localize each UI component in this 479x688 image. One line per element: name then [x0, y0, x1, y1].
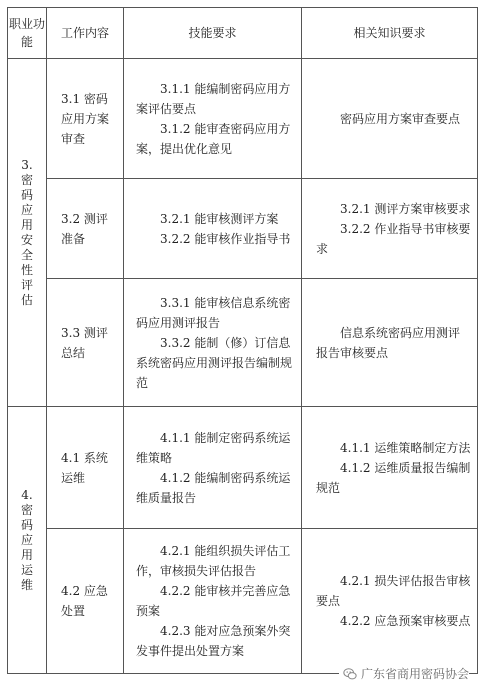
knowledge-item: 3.2.1 测评方案审核要求: [340, 201, 471, 216]
work-content-cell: 4.2 应急处置: [47, 529, 124, 674]
knowledge-item: 4.2.1 损失评估报告审核要点: [316, 574, 471, 608]
skill-item: 3.3.2 能制（修）订信息系统密码应用测评报告编制规范: [136, 335, 293, 390]
knowledge-item: 密码应用方案审查要点: [340, 111, 461, 126]
watermark: [339, 663, 469, 684]
header-skill: 技能要求: [124, 8, 302, 59]
knowledge-cell: [302, 179, 478, 279]
header-function: 职业功能: [8, 8, 47, 59]
header-knowledge: 相关知识要求: [302, 8, 478, 59]
skill-item: 4.1.2 能编制密码系统运维质量报告: [136, 470, 291, 505]
skill-cell: [124, 179, 302, 279]
knowledge-cell: [302, 529, 478, 674]
skill-item: 3.1.1 能编制密码应用方案评估要点: [136, 81, 291, 116]
table-row: [8, 407, 478, 529]
competency-table: [7, 7, 478, 674]
table-row: [8, 279, 478, 407]
function-label-4: 4. 密 码 应 用 运 维: [8, 407, 47, 674]
knowledge-item: 4.2.2 应急预案审核要点: [340, 614, 471, 628]
watermark-text: 广东省商用密码协会: [360, 667, 469, 681]
table-row: [8, 59, 478, 179]
work-content-cell: 3.2 测评准备: [47, 179, 124, 279]
skill-cell: [124, 407, 302, 529]
function-label-3: 3. 密 码 应 用 安 全 性 评 估: [8, 59, 47, 407]
skill-item: 3.2.2 能审核作业指导书: [160, 231, 291, 246]
skill-item: 4.1.1 能制定密码系统运维策略: [136, 430, 291, 465]
knowledge-cell: [302, 407, 478, 529]
skill-item: 4.2.3 能对应急预案外突发事件提出处置方案: [136, 624, 291, 658]
skill-cell: [124, 59, 302, 179]
work-content-cell: 3.3 测评总结: [47, 279, 124, 407]
table-row: [8, 529, 478, 674]
knowledge-item: 4.1.2 运维质量报告编制规范: [316, 460, 471, 495]
knowledge-cell: [302, 59, 478, 179]
work-content-cell: 3.1 密码应用方案审查: [47, 59, 124, 179]
skill-cell: [124, 279, 302, 407]
knowledge-item: 4.1.1 运维策略制定方法: [340, 440, 471, 455]
header-content: 工作内容: [47, 8, 124, 59]
knowledge-item: 3.2.2 作业指导书审核要求: [316, 221, 471, 256]
wechat-icon: [343, 667, 357, 681]
skill-item: 4.2.1 能组织损失评估工作，审核损失评估报告: [136, 544, 291, 578]
skill-item: 3.2.1 能审核测评方案: [160, 211, 279, 226]
knowledge-cell: [302, 279, 478, 407]
skill-item: 4.2.2 能审核并完善应急预案: [136, 584, 291, 618]
skill-item: 3.3.1 能审核信息系统密码应用测评报告: [136, 295, 291, 330]
knowledge-item: 信息系统密码应用测评报告审核要点: [316, 325, 461, 360]
skill-cell: [124, 529, 302, 674]
table-row: [8, 179, 478, 279]
header-row: [8, 8, 478, 59]
skill-item: 3.1.2 能审查密码应用方案，提出优化意见: [136, 121, 291, 156]
work-content-cell: 4.1 系统运维: [47, 407, 124, 529]
